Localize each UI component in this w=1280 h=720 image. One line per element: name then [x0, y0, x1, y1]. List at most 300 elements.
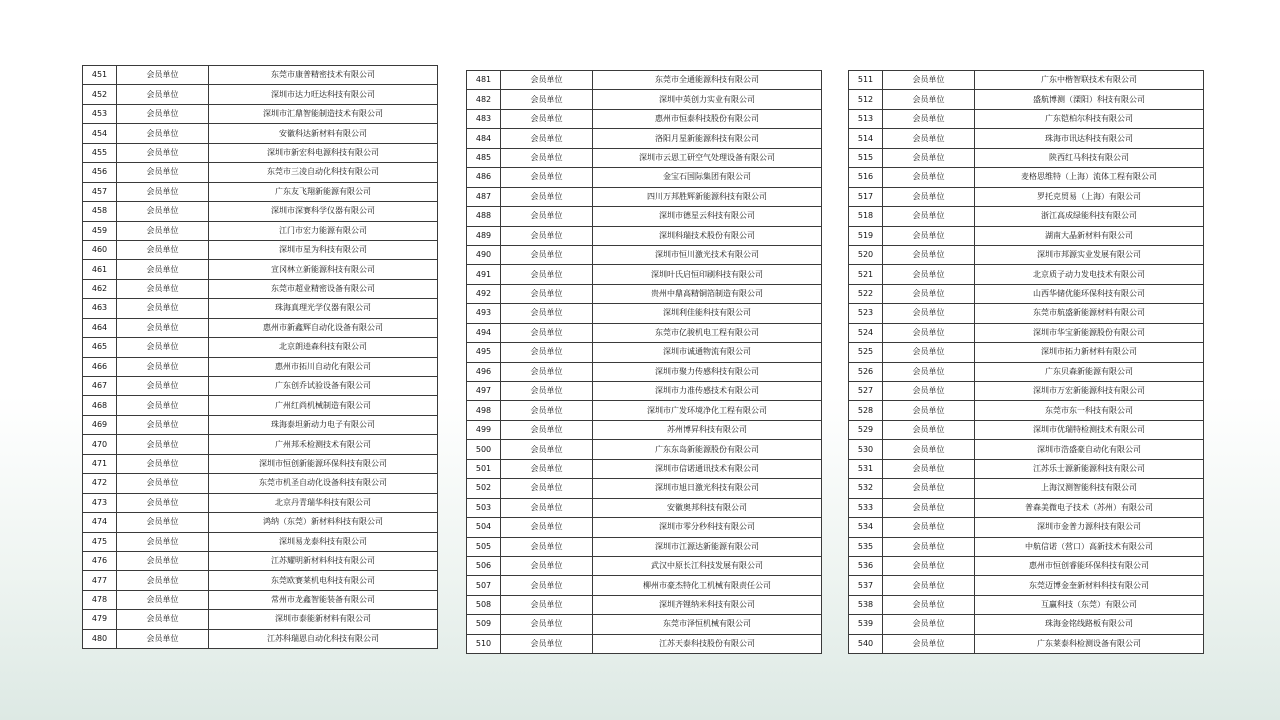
member-type-cell: 会员单位	[117, 338, 209, 357]
member-type-cell: 会员单位	[117, 610, 209, 629]
member-type-cell: 会员单位	[501, 284, 593, 303]
company-name-cell: 江苏科瑞恩自动化科技有限公司	[209, 629, 438, 648]
table-row	[467, 634, 822, 653]
table-row	[467, 479, 822, 498]
table-row	[849, 129, 1204, 148]
member-type-cell: 会员单位	[117, 163, 209, 182]
company-name-cell: 珠海泰坦新动力电子有限公司	[209, 415, 438, 434]
member-type-cell: 会员单位	[883, 207, 975, 226]
member-type-cell: 会员单位	[883, 245, 975, 264]
table-row	[83, 104, 438, 123]
company-name-cell: 东莞市全通能源科技有限公司	[593, 71, 822, 90]
member-type-cell: 会员单位	[117, 202, 209, 221]
member-type-cell: 会员单位	[501, 420, 593, 439]
member-number-cell: 452	[83, 85, 117, 104]
member-number-cell: 514	[849, 129, 883, 148]
table-row	[467, 556, 822, 575]
company-name-cell: 深圳市力准传感技术有限公司	[593, 382, 822, 401]
table-row	[849, 265, 1204, 284]
company-name-cell: 互赢科技（东莞）有限公司	[975, 595, 1204, 614]
member-type-cell: 会员单位	[883, 634, 975, 653]
table-row	[83, 357, 438, 376]
member-number-cell: 537	[849, 576, 883, 595]
table-row	[849, 245, 1204, 264]
member-type-cell: 会员单位	[883, 518, 975, 537]
table-row	[467, 71, 822, 90]
table-row	[467, 459, 822, 478]
member-number-cell: 451	[83, 66, 117, 85]
table-row	[849, 187, 1204, 206]
table-row	[467, 226, 822, 245]
table-row	[83, 474, 438, 493]
member-number-cell: 466	[83, 357, 117, 376]
member-number-cell: 477	[83, 571, 117, 590]
member-number-cell: 497	[467, 382, 501, 401]
member-type-cell: 会员单位	[117, 454, 209, 473]
company-name-cell: 深圳市广发环境净化工程有限公司	[593, 401, 822, 420]
member-number-cell: 475	[83, 532, 117, 551]
member-number-cell: 457	[83, 182, 117, 201]
member-type-cell: 会员单位	[117, 415, 209, 434]
company-name-cell: 常州市龙鑫智能装备有限公司	[209, 590, 438, 609]
company-name-cell: 东莞迈博金奎新材料科技有限公司	[975, 576, 1204, 595]
member-number-cell: 536	[849, 556, 883, 575]
member-number-cell: 510	[467, 634, 501, 653]
member-type-cell: 会员单位	[883, 382, 975, 401]
company-name-cell: 深圳市汇鼎智能制造技术有限公司	[209, 104, 438, 123]
table-row	[83, 318, 438, 337]
member-number-cell: 494	[467, 323, 501, 342]
company-name-cell: 北京质子动力发电技术有限公司	[975, 265, 1204, 284]
member-number-cell: 479	[83, 610, 117, 629]
member-type-cell: 会员单位	[883, 420, 975, 439]
company-name-cell: 安徽科达新材料有限公司	[209, 124, 438, 143]
table-row	[849, 304, 1204, 323]
member-type-cell: 会员单位	[117, 629, 209, 648]
member-type-cell: 会员单位	[883, 498, 975, 517]
company-name-cell: 东莞市超业精密设备有限公司	[209, 279, 438, 298]
company-name-cell: 东莞市泽恒机械有限公司	[593, 615, 822, 634]
member-number-cell: 500	[467, 440, 501, 459]
company-name-cell: 深圳市浩盛豪自动化有限公司	[975, 440, 1204, 459]
table-row	[849, 440, 1204, 459]
company-name-cell: 山西华储优能环保科技有限公司	[975, 284, 1204, 303]
table-row	[467, 615, 822, 634]
member-type-cell: 会员单位	[883, 71, 975, 90]
table-row	[849, 459, 1204, 478]
company-name-cell: 江门市宏力能源有限公司	[209, 221, 438, 240]
table-row	[849, 148, 1204, 167]
member-number-cell: 464	[83, 318, 117, 337]
company-name-cell: 东莞欧赛莱机电科技有限公司	[209, 571, 438, 590]
company-name-cell: 罗托克贸易（上海）有限公司	[975, 187, 1204, 206]
table-row	[83, 590, 438, 609]
table-row	[849, 90, 1204, 109]
table-row	[467, 245, 822, 264]
member-number-cell: 526	[849, 362, 883, 381]
member-type-cell: 会员单位	[883, 265, 975, 284]
member-number-cell: 470	[83, 435, 117, 454]
table-row	[83, 571, 438, 590]
table-row	[849, 109, 1204, 128]
member-type-cell: 会员单位	[117, 377, 209, 396]
member-type-cell: 会员单位	[117, 590, 209, 609]
company-name-cell: 东莞市机圣自动化设备科技有限公司	[209, 474, 438, 493]
company-name-cell: 柳州市豪杰特化工机械有限责任公司	[593, 576, 822, 595]
member-type-cell: 会员单位	[117, 474, 209, 493]
company-name-cell: 深圳市深赛科学仪器有限公司	[209, 202, 438, 221]
table-row	[83, 279, 438, 298]
member-type-cell: 会员单位	[883, 537, 975, 556]
member-table-2	[466, 70, 822, 654]
company-name-cell: 深圳市万宏新能源科技有限公司	[975, 382, 1204, 401]
company-name-cell: 洛阳月星新能源科技有限公司	[593, 129, 822, 148]
company-name-cell: 东莞市航盛新能源材料有限公司	[975, 304, 1204, 323]
table-row	[467, 401, 822, 420]
member-type-cell: 会员单位	[501, 498, 593, 517]
member-number-cell: 522	[849, 284, 883, 303]
company-name-cell: 深圳利佳能科技有限公司	[593, 304, 822, 323]
member-number-cell: 472	[83, 474, 117, 493]
table-row	[849, 284, 1204, 303]
table-row	[467, 187, 822, 206]
company-name-cell: 深圳市恒创新能源环保科技有限公司	[209, 454, 438, 473]
member-number-cell: 519	[849, 226, 883, 245]
member-type-cell: 会员单位	[883, 148, 975, 167]
member-table-1	[82, 65, 438, 649]
member-type-cell: 会员单位	[117, 318, 209, 337]
member-type-cell: 会员单位	[501, 440, 593, 459]
member-type-cell: 会员单位	[501, 576, 593, 595]
member-type-cell: 会员单位	[117, 532, 209, 551]
member-number-cell: 523	[849, 304, 883, 323]
member-number-cell: 509	[467, 615, 501, 634]
table-row	[467, 323, 822, 342]
member-type-cell: 会员单位	[883, 187, 975, 206]
member-number-cell: 467	[83, 377, 117, 396]
member-number-cell: 530	[849, 440, 883, 459]
member-number-cell: 498	[467, 401, 501, 420]
company-name-cell: 广州邦禾检测技术有限公司	[209, 435, 438, 454]
table-row	[467, 498, 822, 517]
company-name-cell: 深圳市零分秒科技有限公司	[593, 518, 822, 537]
company-name-cell: 广东莱泰科检测设备有限公司	[975, 634, 1204, 653]
table-row	[849, 71, 1204, 90]
company-name-cell: 广东东岛新能源股份有限公司	[593, 440, 822, 459]
member-number-cell: 481	[467, 71, 501, 90]
member-number-cell: 505	[467, 537, 501, 556]
member-type-cell: 会员单位	[117, 66, 209, 85]
table-row	[467, 109, 822, 128]
member-number-cell: 501	[467, 459, 501, 478]
member-number-cell: 462	[83, 279, 117, 298]
company-name-cell: 金宝石国际集团有限公司	[593, 168, 822, 187]
company-name-cell: 宣冈林立新能源科技有限公司	[209, 260, 438, 279]
member-type-cell: 会员单位	[117, 357, 209, 376]
member-type-cell: 会员单位	[501, 634, 593, 653]
company-name-cell: 东莞市康普精密技术有限公司	[209, 66, 438, 85]
member-number-cell: 516	[849, 168, 883, 187]
table-row	[849, 382, 1204, 401]
member-type-cell: 会员单位	[501, 401, 593, 420]
company-name-cell: 深圳中英创力实业有限公司	[593, 90, 822, 109]
member-number-cell: 531	[849, 459, 883, 478]
company-name-cell: 深圳市信诺通讯技术有限公司	[593, 459, 822, 478]
member-number-cell: 484	[467, 129, 501, 148]
member-number-cell: 493	[467, 304, 501, 323]
member-number-cell: 496	[467, 362, 501, 381]
table-row	[849, 343, 1204, 362]
company-name-cell: 广东铠柏尔科技有限公司	[975, 109, 1204, 128]
table-row	[467, 265, 822, 284]
member-type-cell: 会员单位	[501, 362, 593, 381]
member-type-cell: 会员单位	[883, 556, 975, 575]
table-row	[467, 168, 822, 187]
member-number-cell: 476	[83, 551, 117, 570]
company-name-cell: 深圳市星为科技有限公司	[209, 240, 438, 259]
member-number-cell: 532	[849, 479, 883, 498]
company-name-cell: 四川万邦胜辉新能源科技有限公司	[593, 187, 822, 206]
member-type-cell: 会员单位	[117, 221, 209, 240]
member-number-cell: 534	[849, 518, 883, 537]
member-type-cell: 会员单位	[501, 615, 593, 634]
member-number-cell: 459	[83, 221, 117, 240]
company-name-cell: 安徽奥邦科技有限公司	[593, 498, 822, 517]
company-name-cell: 鸿纳（东莞）新材料科技有限公司	[209, 513, 438, 532]
member-number-cell: 453	[83, 104, 117, 123]
table-row	[83, 85, 438, 104]
member-type-cell: 会员单位	[883, 362, 975, 381]
member-type-cell: 会员单位	[501, 518, 593, 537]
member-number-cell: 471	[83, 454, 117, 473]
company-name-cell: 苏州博昇科技有限公司	[593, 420, 822, 439]
table-row	[83, 435, 438, 454]
member-type-cell: 会员单位	[501, 245, 593, 264]
table-row	[83, 124, 438, 143]
company-name-cell: 中航信诺（营口）高新技术有限公司	[975, 537, 1204, 556]
member-type-cell: 会员单位	[501, 323, 593, 342]
company-name-cell: 盛航博测（溧阳）科技有限公司	[975, 90, 1204, 109]
member-type-cell: 会员单位	[501, 207, 593, 226]
company-name-cell: 深圳市诚通物流有限公司	[593, 343, 822, 362]
table-row	[83, 299, 438, 318]
member-type-cell: 会员单位	[501, 71, 593, 90]
company-name-cell: 深圳科瑞技术股份有限公司	[593, 226, 822, 245]
member-type-cell: 会员单位	[883, 479, 975, 498]
table-row	[83, 163, 438, 182]
table-row	[83, 240, 438, 259]
member-type-cell: 会员单位	[883, 615, 975, 634]
table-row	[467, 284, 822, 303]
member-number-cell: 474	[83, 513, 117, 532]
table-row	[849, 420, 1204, 439]
member-type-cell: 会员单位	[501, 226, 593, 245]
member-type-cell: 会员单位	[501, 187, 593, 206]
member-number-cell: 455	[83, 143, 117, 162]
member-type-cell: 会员单位	[117, 513, 209, 532]
company-name-cell: 东莞市三凌自动化科技有限公司	[209, 163, 438, 182]
company-name-cell: 广东友飞翔新能源有限公司	[209, 182, 438, 201]
member-number-cell: 463	[83, 299, 117, 318]
company-name-cell: 珠海市讯达科技有限公司	[975, 129, 1204, 148]
table-row	[849, 595, 1204, 614]
member-number-cell: 473	[83, 493, 117, 512]
member-type-cell: 会员单位	[501, 343, 593, 362]
company-name-cell: 东莞市亿骏机电工程有限公司	[593, 323, 822, 342]
table-row	[467, 148, 822, 167]
member-type-cell: 会员单位	[501, 382, 593, 401]
member-number-cell: 468	[83, 396, 117, 415]
company-name-cell: 深圳易龙泰科技有限公司	[209, 532, 438, 551]
table-row	[83, 532, 438, 551]
table-row	[849, 518, 1204, 537]
table-row	[849, 401, 1204, 420]
table-row	[849, 556, 1204, 575]
company-name-cell: 广东创乔试验设备有限公司	[209, 377, 438, 396]
company-name-cell: 深圳市聚力传感科技有限公司	[593, 362, 822, 381]
member-number-cell: 517	[849, 187, 883, 206]
member-type-cell: 会员单位	[117, 104, 209, 123]
member-type-cell: 会员单位	[117, 143, 209, 162]
company-name-cell: 广东贝森新能源有限公司	[975, 362, 1204, 381]
company-name-cell: 深圳市达力旺达科技有限公司	[209, 85, 438, 104]
member-type-cell: 会员单位	[117, 299, 209, 318]
company-name-cell: 广东中楷智联技术有限公司	[975, 71, 1204, 90]
member-type-cell: 会员单位	[501, 556, 593, 575]
company-name-cell: 北京朗逵森科技有限公司	[209, 338, 438, 357]
company-name-cell: 武汉中原长江科技发展有限公司	[593, 556, 822, 575]
member-number-cell: 465	[83, 338, 117, 357]
company-name-cell: 深圳市拓力新材料有限公司	[975, 343, 1204, 362]
company-name-cell: 麦格思维特（上海）流体工程有限公司	[975, 168, 1204, 187]
company-name-cell: 东莞市东一科技有限公司	[975, 401, 1204, 420]
member-number-cell: 487	[467, 187, 501, 206]
table-row	[83, 143, 438, 162]
member-number-cell: 478	[83, 590, 117, 609]
member-number-cell: 469	[83, 415, 117, 434]
company-name-cell: 广州红尚机械制造有限公司	[209, 396, 438, 415]
member-number-cell: 482	[467, 90, 501, 109]
table-row	[83, 338, 438, 357]
company-name-cell: 深圳市恒川激光技术有限公司	[593, 245, 822, 264]
table-row	[83, 551, 438, 570]
table-row	[83, 454, 438, 473]
member-number-cell: 521	[849, 265, 883, 284]
company-name-cell: 惠州市恒泰科技股份有限公司	[593, 109, 822, 128]
member-number-cell: 483	[467, 109, 501, 128]
table-row	[467, 207, 822, 226]
company-name-cell: 江苏天泰科技股份有限公司	[593, 634, 822, 653]
member-number-cell: 480	[83, 629, 117, 648]
company-name-cell: 浙江高成绿能科技有限公司	[975, 207, 1204, 226]
member-type-cell: 会员单位	[883, 109, 975, 128]
table-row	[849, 207, 1204, 226]
member-type-cell: 会员单位	[117, 551, 209, 570]
member-number-cell: 486	[467, 168, 501, 187]
member-type-cell: 会员单位	[501, 109, 593, 128]
table-row	[83, 415, 438, 434]
member-type-cell: 会员单位	[501, 595, 593, 614]
table-row	[83, 513, 438, 532]
company-name-cell: 惠州市恒创睿能环保科技有限公司	[975, 556, 1204, 575]
table-row	[849, 615, 1204, 634]
company-name-cell: 深圳市云恩工研空气处理设备有限公司	[593, 148, 822, 167]
table-row	[83, 629, 438, 648]
table-row	[849, 479, 1204, 498]
company-name-cell: 深圳市德星云科技有限公司	[593, 207, 822, 226]
table-row	[83, 221, 438, 240]
table-row	[467, 420, 822, 439]
member-number-cell: 525	[849, 343, 883, 362]
table-row	[83, 66, 438, 85]
member-type-cell: 会员单位	[883, 440, 975, 459]
member-number-cell: 515	[849, 148, 883, 167]
member-type-cell: 会员单位	[117, 493, 209, 512]
member-number-cell: 528	[849, 401, 883, 420]
member-number-cell: 535	[849, 537, 883, 556]
company-name-cell: 深圳市江源达新能源有限公司	[593, 537, 822, 556]
member-number-cell: 520	[849, 245, 883, 264]
member-type-cell: 会员单位	[117, 124, 209, 143]
member-type-cell: 会员单位	[883, 576, 975, 595]
company-name-cell: 惠州市拓川自动化有限公司	[209, 357, 438, 376]
member-number-cell: 456	[83, 163, 117, 182]
member-type-cell: 会员单位	[883, 343, 975, 362]
table-row	[467, 382, 822, 401]
table-row	[467, 343, 822, 362]
member-type-cell: 会员单位	[883, 595, 975, 614]
company-name-cell: 江苏耀明新材料科技有限公司	[209, 551, 438, 570]
member-number-cell: 512	[849, 90, 883, 109]
member-number-cell: 489	[467, 226, 501, 245]
table-row	[849, 576, 1204, 595]
member-type-cell: 会员单位	[883, 168, 975, 187]
member-type-cell: 会员单位	[883, 304, 975, 323]
table-row	[467, 362, 822, 381]
member-number-cell: 539	[849, 615, 883, 634]
table-row	[83, 396, 438, 415]
member-type-cell: 会员单位	[501, 459, 593, 478]
member-number-cell: 540	[849, 634, 883, 653]
member-type-cell: 会员单位	[501, 479, 593, 498]
table-row	[467, 90, 822, 109]
company-name-cell: 惠州市新鑫辉自动化设备有限公司	[209, 318, 438, 337]
member-number-cell: 490	[467, 245, 501, 264]
table-row	[83, 610, 438, 629]
table-row	[849, 362, 1204, 381]
member-number-cell: 503	[467, 498, 501, 517]
member-number-cell: 454	[83, 124, 117, 143]
table-row	[849, 537, 1204, 556]
member-number-cell: 499	[467, 420, 501, 439]
member-type-cell: 会员单位	[501, 265, 593, 284]
member-number-cell: 502	[467, 479, 501, 498]
company-name-cell: 深圳市金普力源科技有限公司	[975, 518, 1204, 537]
table-row	[467, 304, 822, 323]
table-row	[467, 518, 822, 537]
member-type-cell: 会员单位	[501, 537, 593, 556]
member-type-cell: 会员单位	[883, 401, 975, 420]
company-name-cell: 贵州中鼎高精铜箔制造有限公司	[593, 284, 822, 303]
table-row	[467, 595, 822, 614]
member-number-cell: 460	[83, 240, 117, 259]
member-number-cell: 506	[467, 556, 501, 575]
member-type-cell: 会员单位	[883, 459, 975, 478]
table-row	[849, 498, 1204, 517]
table-row	[83, 377, 438, 396]
member-number-cell: 461	[83, 260, 117, 279]
member-type-cell: 会员单位	[501, 304, 593, 323]
